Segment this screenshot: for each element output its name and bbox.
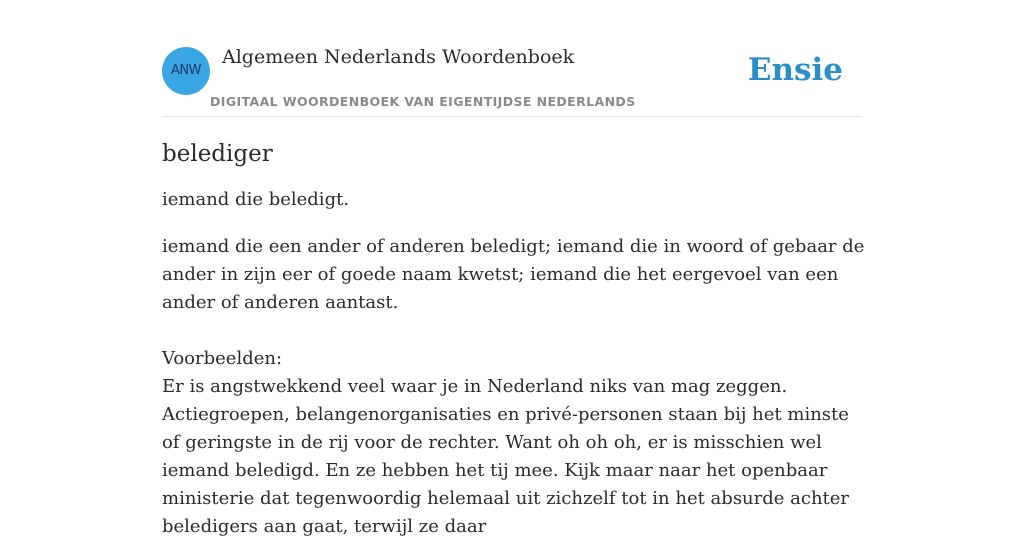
entry-content xyxy=(162,138,867,541)
examples-label: Voorbeelden: xyxy=(162,348,283,369)
long-definition: iemand die een ander of anderen beledigt; iemand die in woord of gebaar de ander in zijn eer of goede naam kwetst; iemand die het eergevoel van een ander of anderen aantast. xyxy=(162,236,865,313)
example-text: Er is angstwekkend veel waar je in Nederland niks van mag zeggen. Actiegroepen, belangenorganisaties en privé-personen staan bij het minste of geringste in de rij voor de rechter. Want oh oh oh, er is misschien wel iemand beledigd. En ze hebben het tij mee. Kijk maar naar het openbaar ministerie dat tegenwoordig helemaal uit zichzelf tot in het absurde achter beledigers aan gaat, terwijl ze daar xyxy=(162,376,850,537)
headword: belediger xyxy=(162,141,273,167)
ensie-logo[interactable]: Ensie xyxy=(747,52,843,88)
anw-logo[interactable]: ANW xyxy=(162,47,210,95)
site-header xyxy=(162,46,862,117)
dictionary-title[interactable]: Algemeen Nederlands Woordenboek xyxy=(222,46,575,68)
short-definition: iemand die beledigt. xyxy=(162,189,350,210)
dictionary-subtitle: DIGITAAL WOORDENBOEK VAN EIGENTIJDSE NEDERLANDS xyxy=(210,94,636,109)
